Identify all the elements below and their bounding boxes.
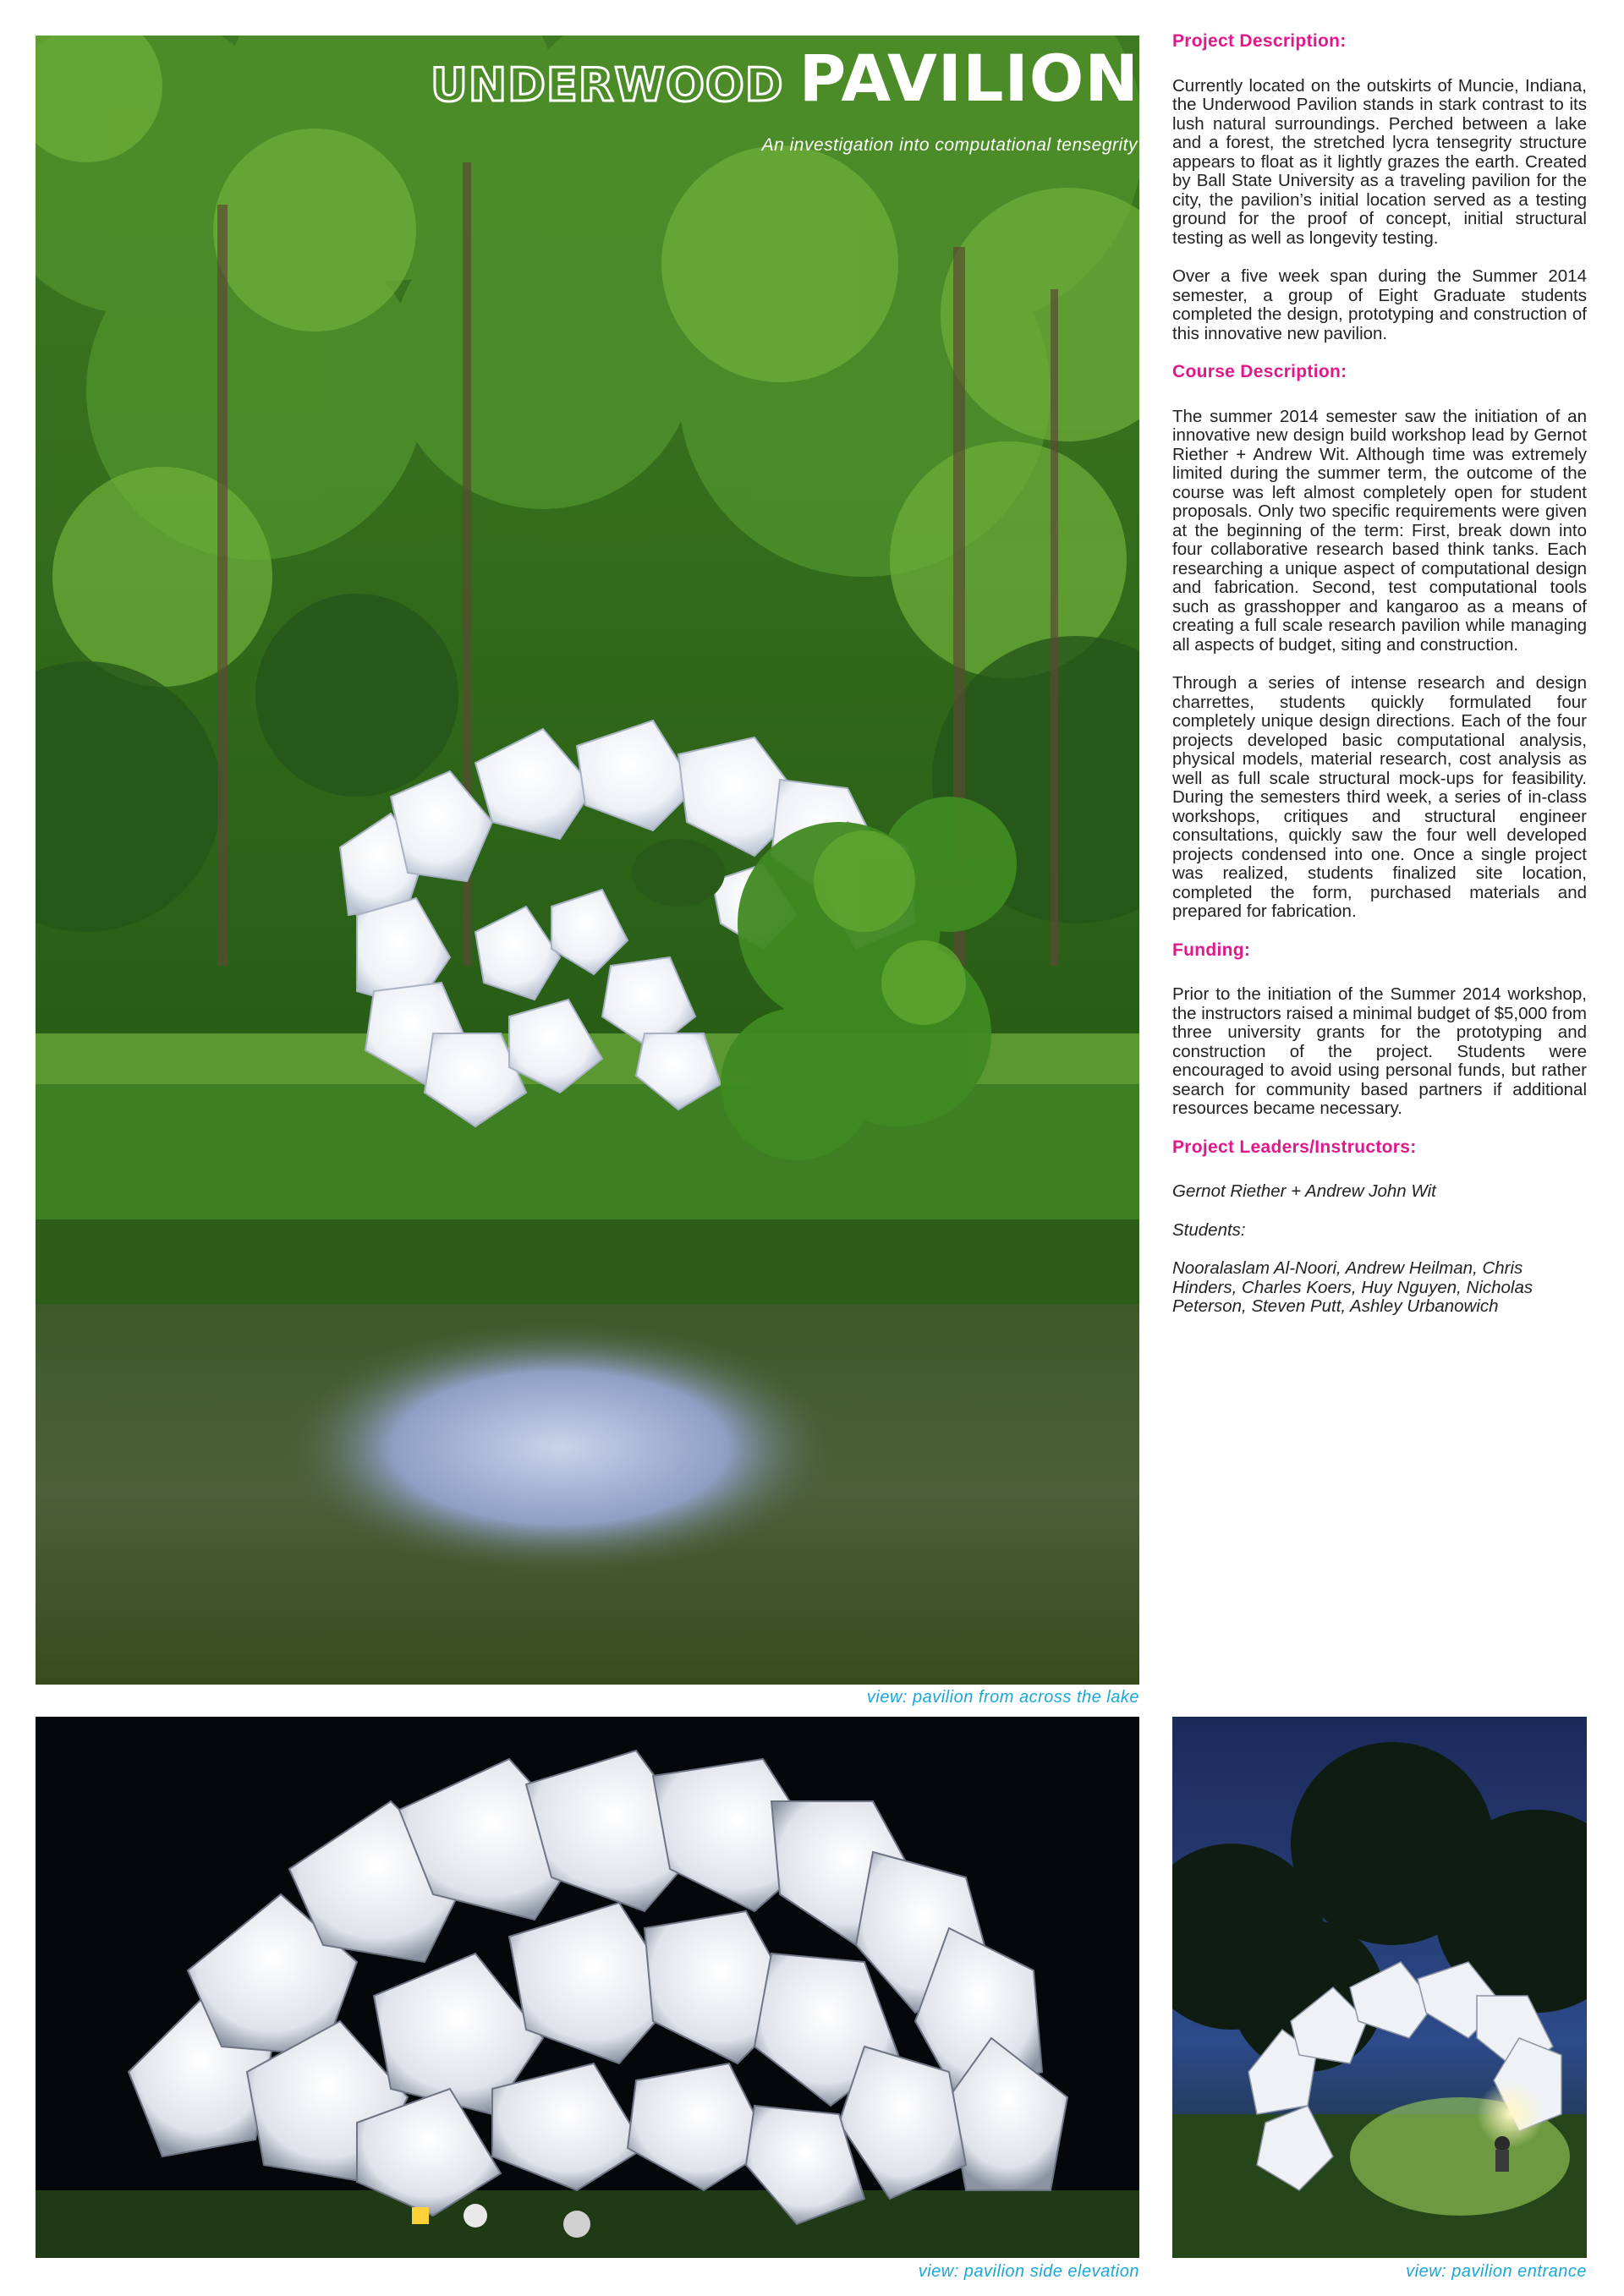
project-leaders-names: Gernot Riether + Andrew John Wit [1172,1181,1436,1201]
caption-entrance-view: view: pavilion entrance [1406,2262,1587,2281]
project-description-paragraph-1: Currently located on the outskirts of Muncie, Indiana, the Underwood Pavilion stands in stark contrast to its lush natural surroundings. Perched between a lake and a forest, the stretched lycra tensegrity structure appears to float as it lightly grazes the earth. Created by Ball State University as a traveling pavilion for the city, the pavilion’s initial location served as a testing ground for the proof of concept, initial structural testing as well as longevity testing. [1172,75,1587,248]
students-names: Nooralaslam Al-Noori, Andrew Heilman, Chris Hinders, Charles Koers, Huy Nguyen, Nicholas Peterson, Steven Putt, Ashley Urbanowich [1172,1258,1533,1316]
text-column [1172,32,1587,1336]
heading-course-description: Course Description: [1172,362,1347,381]
caption-side-view: view: pavilion side elevation [918,2262,1139,2281]
course-description-paragraph-1: The summer 2014 semester saw the initiation of an innovative new design build workshop lead by Gernot Riether + Andrew Wit. Although time was extremely limited during the summer term, the outcome of the course was left almost completely open for student proposals. Only two specific requirements were given at the beginning of the term: First, break down into four collaborative research based think tanks. Each researching a unique aspect of computational design and fabrication. Second, test computational tools such as grasshopper and kangaroo as a means of creating a full scale research pavilion while managing all aspects of budget, siting and construction. [1172,406,1587,655]
night-photo-side-elevation [36,1717,1139,2258]
heading-students: Students: [1172,1219,1246,1240]
heading-project-leaders: Project Leaders/Instructors: [1172,1137,1417,1157]
funding-paragraph: Prior to the initiation of the Summer 2014 workshop, the instructors raised a minimal budget of $5,000 from three university grants for the prototyping and construction of the project. Students were encouraged to avoid using personal funds, but rather search for community based partners if additional resources became necessary. [1172,984,1587,1118]
course-description-paragraph-2: Through a series of intense research and design charrettes, students quickly formulated four completely unique design directions. Each of the four projects developed basic computational analysis, physical models, material research, cost analysis as well as full scale structural mock-ups for feasibility. During the semesters third week, a series of in-class workshops, critiques and structural engineer consultations, quickly saw the four well developed projects condensed into one. Once a single project was realized, students finalized site location, completed the form, purchased materials and prepared for fabrication. [1172,673,1587,921]
page-title [321,41,1139,116]
title-solid-word: PAVILION [798,41,1139,116]
page-subtitle: An investigation into computational tensegrity [761,135,1138,155]
title-outline-word: UNDERWOOD [431,58,784,112]
entrance-photo [1172,1717,1587,2258]
caption-lake-view: view: pavilion from across the lake [866,1688,1139,1707]
heading-funding: Funding: [1172,940,1251,960]
project-description-paragraph-2: Over a five week span during the Summer 2014 semester, a group of Eight Graduate students completed the design, prototyping and construction of this innovative new pavilion. [1172,266,1587,343]
main-photo-pavilion-lake [36,36,1139,1685]
heading-project-description: Project Description: [1172,31,1347,51]
